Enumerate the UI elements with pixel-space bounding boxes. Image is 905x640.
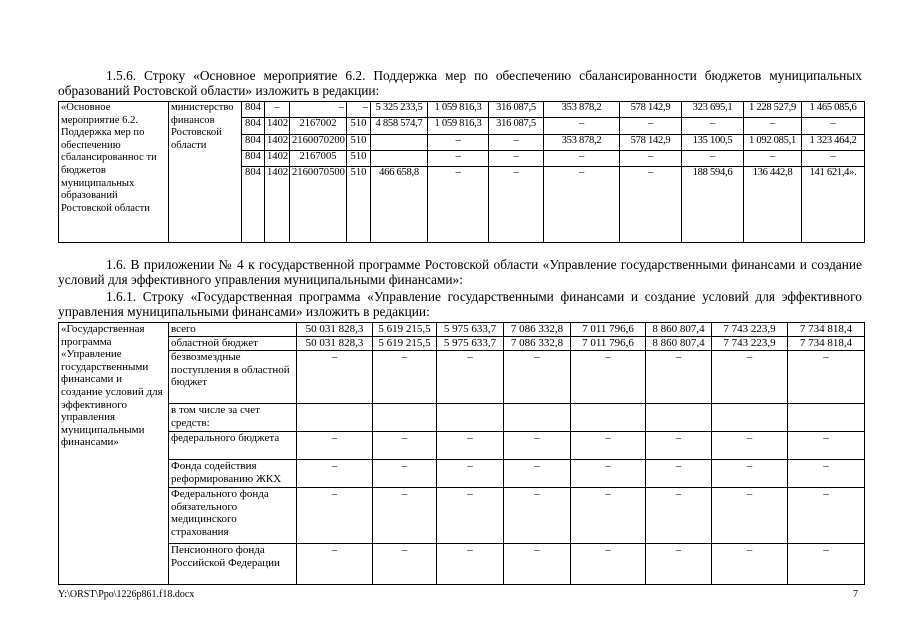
- table-cell: 1 059 816,3: [428, 118, 489, 134]
- table-cell: 510: [347, 134, 371, 150]
- table-cell: 1 059 816,3: [428, 102, 489, 118]
- table-cell: –: [802, 118, 865, 134]
- table-cell: [437, 404, 504, 432]
- table-cell: –: [373, 544, 437, 585]
- table-cell: –: [571, 432, 646, 460]
- table-cell: –: [646, 488, 712, 544]
- table-cell: 353 878,2: [544, 134, 620, 150]
- paragraph-1-6: 1.6. В приложении № 4 к государственной программе Ростовской области «Управление государственными финансами и создание условий для эффективного управления муниципальными финансами»:: [58, 257, 862, 287]
- table-cell: 136 442,8: [744, 167, 802, 243]
- table-cell: 188 594,6: [682, 167, 744, 243]
- table-cell: –: [620, 167, 682, 243]
- table-cell: –: [489, 167, 544, 243]
- table-cell: –: [620, 150, 682, 166]
- table-cell: [373, 404, 437, 432]
- table-cell: [504, 404, 571, 432]
- table-cell: 5 975 633,7: [437, 323, 504, 337]
- table1-executor: министерство финансов Ростовской области: [169, 102, 242, 243]
- table-cell: [371, 134, 428, 150]
- table-cell: –: [373, 351, 437, 404]
- paragraph-1-6-1: 1.6.1. Строку «Государственная программа «Управление государственными финансами и создание условий для эффективного управления муниципальными финансами» изложить в редакции:: [58, 289, 862, 319]
- table-cell: –: [571, 460, 646, 488]
- table-cell: [646, 404, 712, 432]
- table-cell: –: [504, 488, 571, 544]
- footer-file-path: Y:\ORST\Ppo\1226p861.f18.docx: [58, 589, 195, 600]
- table-cell: –: [297, 488, 373, 544]
- table-cell: 2160070200: [290, 134, 347, 150]
- paragraph-1-5-6: 1.5.6. Строку «Основное мероприятие 6.2. Поддержка мер по обеспечению сбалансированности бюджетов муниципальных образований Ростовской области» изложить в редакции:: [58, 68, 862, 98]
- table-cell: [371, 150, 428, 166]
- table-cell: [297, 404, 373, 432]
- table2-row-label: безвозмездные поступления в областной бюджет: [169, 351, 297, 404]
- table-cell: 5 619 215,5: [373, 323, 437, 337]
- table-cell: –: [544, 150, 620, 166]
- table-cell: 7 086 332,8: [504, 337, 571, 351]
- table2-row-label: в том числе за счет средств:: [169, 404, 297, 432]
- table-cell: 7 743 223,9: [712, 323, 788, 337]
- table-cell: –: [489, 134, 544, 150]
- table-cell: 316 087,5: [489, 102, 544, 118]
- table-cell: 5 325 233,5: [371, 102, 428, 118]
- table-cell: –: [788, 460, 865, 488]
- table-cell: 804: [242, 118, 265, 134]
- table-cell: 316 087,5: [489, 118, 544, 134]
- table-cell: –: [347, 102, 371, 118]
- table-cell: 5 975 633,7: [437, 337, 504, 351]
- table-cell: 510: [347, 150, 371, 166]
- table-cell: –: [544, 118, 620, 134]
- table-cell: 8 860 807,4: [646, 337, 712, 351]
- table-cell: 1402: [265, 150, 290, 166]
- table2-row-label: Фонда содействия реформированию ЖКХ: [169, 460, 297, 488]
- table-cell: –: [373, 488, 437, 544]
- table-cell: [571, 404, 646, 432]
- table-cell: –: [712, 488, 788, 544]
- table-cell: –: [620, 118, 682, 134]
- table-cell: –: [428, 150, 489, 166]
- footer-page-number: 7: [853, 589, 858, 600]
- table-cell: 7 743 223,9: [712, 337, 788, 351]
- table-cell: –: [712, 544, 788, 585]
- table-cell: 7 734 818,4: [788, 323, 865, 337]
- table-cell: 466 658,8: [371, 167, 428, 243]
- table-cell: 8 860 807,4: [646, 323, 712, 337]
- table-cell: –: [744, 118, 802, 134]
- table-cell: 578 142,9: [620, 134, 682, 150]
- table-cell: –: [802, 150, 865, 166]
- table-cell: 510: [347, 167, 371, 243]
- table-cell: –: [428, 134, 489, 150]
- table-cell: –: [544, 167, 620, 243]
- table-cell: –: [788, 432, 865, 460]
- table-cell: 4 858 574,7: [371, 118, 428, 134]
- table-cell: –: [290, 102, 347, 118]
- table-cell: 7 011 796,6: [571, 337, 646, 351]
- table-cell: –: [646, 460, 712, 488]
- table-cell: –: [297, 544, 373, 585]
- table-cell: 1 228 527,9: [744, 102, 802, 118]
- table-cell: 804: [242, 134, 265, 150]
- table2-row-label: всего: [169, 323, 297, 337]
- table-cell: –: [297, 460, 373, 488]
- table-cell: –: [265, 102, 290, 118]
- table-cell: 1402: [265, 167, 290, 243]
- table-cell: –: [788, 544, 865, 585]
- table-cell: –: [712, 432, 788, 460]
- table-cell: 50 031 828,3: [297, 337, 373, 351]
- table-cell: –: [504, 460, 571, 488]
- table-cell: –: [682, 118, 744, 134]
- table-cell: –: [571, 488, 646, 544]
- table-cell: 510: [347, 118, 371, 134]
- table-cell: 2167002: [290, 118, 347, 134]
- table-cell: 2167005: [290, 150, 347, 166]
- table-cell: –: [428, 167, 489, 243]
- table-cell: –: [744, 150, 802, 166]
- table-cell: 7 734 818,4: [788, 337, 865, 351]
- table-cell: –: [504, 432, 571, 460]
- table2-program-name: «Государственная программа «Управление государственными финансами и создание условий для эффективного управления муниципальными финансами»: [59, 323, 169, 585]
- table-cell: 7 086 332,8: [504, 323, 571, 337]
- table-cell: 323 695,1: [682, 102, 744, 118]
- table-cell: 5 619 215,5: [373, 337, 437, 351]
- table-cell: 1402: [265, 134, 290, 150]
- table-cell: [788, 404, 865, 432]
- table1-event-name: «Основное мероприятие 6.2. Поддержка мер по обеспечению сбалансированнос ти бюджетов муниципальных образований Ростовской области: [59, 102, 169, 243]
- table-cell: [712, 404, 788, 432]
- table-cell: –: [437, 351, 504, 404]
- table-cell: –: [788, 351, 865, 404]
- table-cell: 1 092 085,1: [744, 134, 802, 150]
- table-cell: 2160070500: [290, 167, 347, 243]
- table-cell: –: [297, 351, 373, 404]
- table-cell: 7 011 796,6: [571, 323, 646, 337]
- table-cell: –: [712, 460, 788, 488]
- table-state-program: [58, 322, 865, 585]
- table-cell: –: [437, 488, 504, 544]
- table-cell: 804: [242, 150, 265, 166]
- table-cell: –: [373, 432, 437, 460]
- table2-row-label: Федерального фонда обязательного медицинского страхования: [169, 488, 297, 544]
- table-cell: 1 465 085,6: [802, 102, 865, 118]
- table-cell: –: [437, 544, 504, 585]
- table-cell: –: [489, 150, 544, 166]
- table2-row-label: областной бюджет: [169, 337, 297, 351]
- table2-row-label: федерального бюджета: [169, 432, 297, 460]
- table-cell: 141 621,4».: [802, 167, 865, 243]
- table-cell: –: [788, 488, 865, 544]
- table-cell: –: [682, 150, 744, 166]
- table-cell: 578 142,9: [620, 102, 682, 118]
- table-cell: –: [504, 544, 571, 585]
- table-cell: –: [646, 544, 712, 585]
- table-cell: 1 323 464,2: [802, 134, 865, 150]
- table-cell: 135 100,5: [682, 134, 744, 150]
- table-cell: –: [373, 460, 437, 488]
- table2-row-label: Пенсионного фонда Российской Федерации: [169, 544, 297, 585]
- table-cell: 1402: [265, 118, 290, 134]
- table-cell: –: [504, 351, 571, 404]
- table-cell: –: [571, 351, 646, 404]
- table-cell: –: [437, 460, 504, 488]
- table-cell: –: [571, 544, 646, 585]
- table-cell: 353 878,2: [544, 102, 620, 118]
- table-cell: –: [646, 432, 712, 460]
- table-cell: –: [297, 432, 373, 460]
- table-cell: –: [712, 351, 788, 404]
- table-cell: –: [437, 432, 504, 460]
- table-cell: –: [646, 351, 712, 404]
- table-cell: 804: [242, 167, 265, 243]
- table-cell: 50 031 828,3: [297, 323, 373, 337]
- table-main-event-6-2: [58, 101, 865, 243]
- table-cell: 804: [242, 102, 265, 118]
